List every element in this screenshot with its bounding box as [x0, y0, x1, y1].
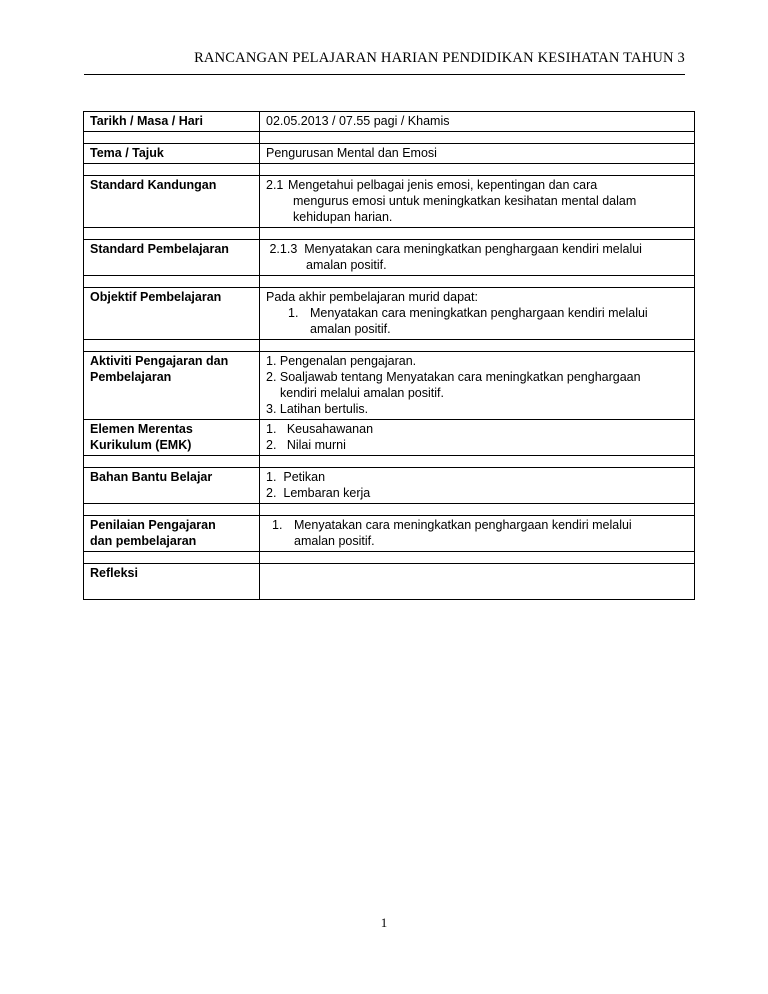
spacer-row	[84, 228, 695, 240]
label-objektif: Objektif Pembelajaran	[84, 288, 260, 340]
row-penilaian	[84, 516, 695, 552]
value-refleksi	[260, 564, 695, 600]
aktiviti-item3: 3. Latihan bertulis.	[266, 402, 369, 416]
value-standard-kandungan	[260, 176, 695, 228]
value-emk	[260, 420, 695, 456]
label-tema: Tema / Tajuk	[84, 144, 260, 164]
aktiviti-label-line1: Aktiviti Pengajaran dan	[90, 354, 229, 368]
label-standard-kandungan: Standard Kandungan	[84, 176, 260, 228]
spacer-row	[84, 132, 695, 144]
sk-number: 2.1	[266, 178, 284, 192]
emk-item2: 2. Nilai murni	[266, 438, 346, 452]
objektif-number: 1.	[288, 306, 299, 320]
emk-label-line2: Kurikulum (EMK)	[90, 438, 192, 452]
row-aktiviti	[84, 352, 695, 420]
row-standard-kandungan	[84, 176, 695, 228]
emk-label-line1: Elemen Merentas	[90, 422, 193, 436]
row-standard-pembelajaran	[84, 240, 695, 276]
sk-line1: Mengetahui pelbagai jenis emosi, kepentingan dan cara	[288, 178, 598, 192]
header-rule	[84, 74, 685, 75]
spacer-row	[84, 552, 695, 564]
penilaian-label-line2: dan pembelajaran	[90, 534, 197, 548]
row-tema	[84, 144, 695, 164]
objektif-line1: Menyatakan cara meningkatkan penghargaan kendiri melalui	[310, 306, 648, 320]
sp-number: 2.1.3	[269, 242, 298, 256]
objektif-line2: amalan positif.	[310, 322, 391, 336]
aktiviti-item1: 1. Pengenalan pengajaran.	[266, 354, 417, 368]
row-refleksi	[84, 564, 695, 600]
row-bahan	[84, 468, 695, 504]
sk-line2: mengurus emosi untuk meningkatkan kesihatan mental dalam	[293, 194, 637, 208]
spacer-row	[84, 456, 695, 468]
value-bahan	[260, 468, 695, 504]
value-tema: Pengurusan Mental dan Emosi	[260, 144, 695, 164]
bahan-item2: 2. Lembaran kerja	[266, 486, 371, 500]
emk-item1: 1. Keusahawanan	[266, 422, 374, 436]
page-number: 1	[380, 915, 388, 930]
value-standard-pembelajaran	[260, 240, 695, 276]
label-tarikh: Tarikh / Masa / Hari	[84, 112, 260, 132]
label-standard-pembelajaran: Standard Pembelajaran	[84, 240, 260, 276]
penilaian-line2: amalan positif.	[294, 534, 375, 548]
row-objektif	[84, 288, 695, 340]
sp-line2: amalan positif.	[306, 258, 387, 272]
objektif-intro: Pada akhir pembelajaran murid dapat:	[266, 290, 478, 304]
sk-line3: kehidupan harian.	[293, 210, 393, 224]
spacer-row	[84, 276, 695, 288]
lesson-plan-table	[83, 111, 695, 600]
spacer-row	[84, 504, 695, 516]
label-penilaian	[84, 516, 260, 552]
aktiviti-label-line2: Pembelajaran	[90, 370, 172, 384]
label-emk	[84, 420, 260, 456]
spacer-row	[84, 164, 695, 176]
row-emk	[84, 420, 695, 456]
document-title: RANCANGAN PELAJARAN HARIAN PENDIDIKAN KESIHATAN TAHUN 3	[194, 50, 685, 66]
penilaian-line1: Menyatakan cara meningkatkan penghargaan kendiri melalui	[294, 518, 632, 532]
aktiviti-item2-line2: kendiri melalui amalan positif.	[280, 386, 444, 400]
label-bahan: Bahan Bantu Belajar	[84, 468, 260, 504]
label-aktiviti	[84, 352, 260, 420]
row-tarikh	[84, 112, 695, 132]
spacer-row	[84, 340, 695, 352]
value-objektif	[260, 288, 695, 340]
sp-line1: Menyatakan cara meningkatkan penghargaan kendiri melalui	[304, 242, 642, 256]
bahan-item1: 1. Petikan	[266, 470, 326, 484]
label-refleksi: Refleksi	[84, 564, 260, 600]
penilaian-label-line1: Penilaian Pengajaran	[90, 518, 216, 532]
value-penilaian	[260, 516, 695, 552]
penilaian-number: 1.	[272, 518, 283, 532]
value-aktiviti	[260, 352, 695, 420]
value-tarikh: 02.05.2013 / 07.55 pagi / Khamis	[260, 112, 695, 132]
aktiviti-item2-line1: 2. Soaljawab tentang Menyatakan cara meningkatkan penghargaan	[266, 370, 641, 384]
